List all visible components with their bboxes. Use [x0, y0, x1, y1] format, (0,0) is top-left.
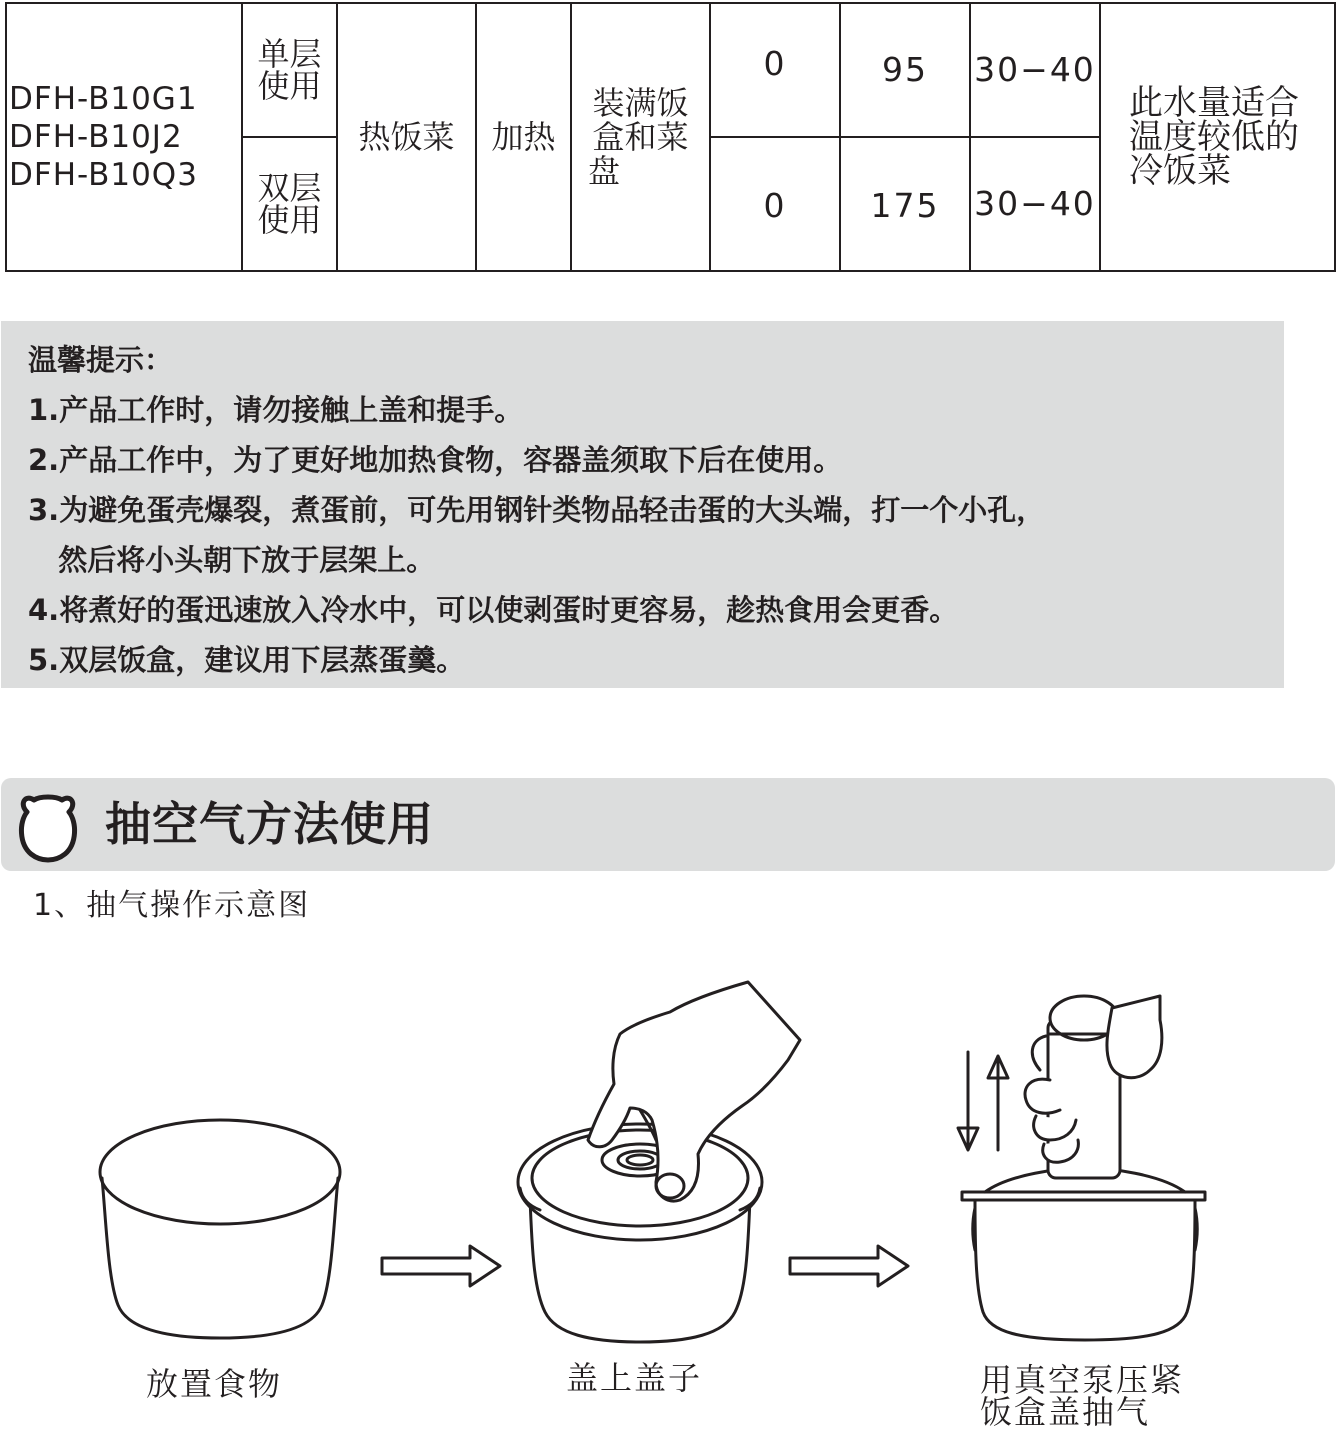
arrow-right-icon — [382, 1246, 500, 1286]
step-caption: 盖上盖子 — [566, 1359, 703, 1397]
section-title: 抽空气方法使用 — [105, 797, 434, 851]
water-cell: 0 — [710, 3, 840, 137]
food-cell: 热饭菜 — [337, 3, 476, 271]
container-label: 盒和菜 — [592, 118, 689, 156]
time-cell: 95 — [840, 3, 970, 137]
container-cell — [571, 3, 710, 271]
tip-item: 1.产品工作时，请勿接触上盖和提手。 — [28, 393, 524, 427]
tip-item: 3.为避免蛋壳爆裂，煮蛋前，可先用钢针类物品轻击蛋的大头端，打一个小孔， — [28, 493, 1046, 527]
layer-label: 使用 — [257, 201, 322, 239]
layer-label: 单层 — [257, 35, 322, 73]
note-line: 温度较低的 — [1129, 117, 1299, 157]
note-line: 此水量适合 — [1129, 83, 1299, 123]
function-cell: 加热 — [476, 3, 571, 271]
container-label: 装满饭 — [592, 84, 689, 122]
empty-pot-drawing — [100, 1120, 340, 1338]
model-name: DFH-B10Q3 — [9, 157, 198, 193]
heating-spec-table — [5, 2, 1336, 272]
step-caption: 放置食物 — [146, 1365, 283, 1403]
arrow-down-icon — [958, 1052, 978, 1150]
section-subtitle: 1、抽气操作示意图 — [33, 888, 311, 923]
layer-single-cell — [242, 3, 337, 137]
section-header — [1, 778, 1335, 871]
step-caption-line: 饭盒盖抽气 — [980, 1393, 1151, 1431]
model-name: DFH-B10G1 — [9, 81, 198, 117]
layer-double-cell — [242, 137, 337, 271]
note-cell — [1100, 3, 1335, 271]
step-caption — [980, 1361, 1185, 1431]
model-name: DFH-B10J2 — [9, 119, 183, 155]
tip-item: 5.双层饭盒，建议用下层蒸蛋羹。 — [28, 643, 466, 677]
bear-head-icon — [15, 792, 81, 864]
pot-with-lid-drawing — [518, 982, 800, 1342]
tips-box — [1, 321, 1284, 688]
arrow-up-icon — [988, 1056, 1008, 1150]
tip-item: 然后将小头朝下放于层架上。 — [28, 543, 436, 577]
layer-label: 使用 — [257, 67, 322, 105]
layer-label: 双层 — [257, 169, 322, 207]
time-cell: 175 — [840, 137, 970, 271]
note-line: 冷饭菜 — [1129, 151, 1231, 191]
vacuum-pump-drawing — [958, 996, 1205, 1340]
minutes-cell: 30−40 — [970, 137, 1100, 271]
tip-item: 2.产品工作中，为了更好地加热食物，容器盖须取下后在使用。 — [28, 443, 843, 477]
water-cell: 0 — [710, 137, 840, 271]
arrow-right-icon — [790, 1246, 908, 1286]
tips-title: 温馨提示： — [28, 343, 174, 377]
step-caption-line: 用真空泵压紧 — [980, 1361, 1185, 1399]
container-label: 盘 — [588, 152, 621, 190]
minutes-cell: 30−40 — [970, 3, 1100, 137]
tip-item: 4.将煮好的蛋迅速放入冷水中，可以使剥蛋时更容易，趁热食用会更香。 — [28, 593, 959, 627]
model-cell — [6, 3, 242, 271]
